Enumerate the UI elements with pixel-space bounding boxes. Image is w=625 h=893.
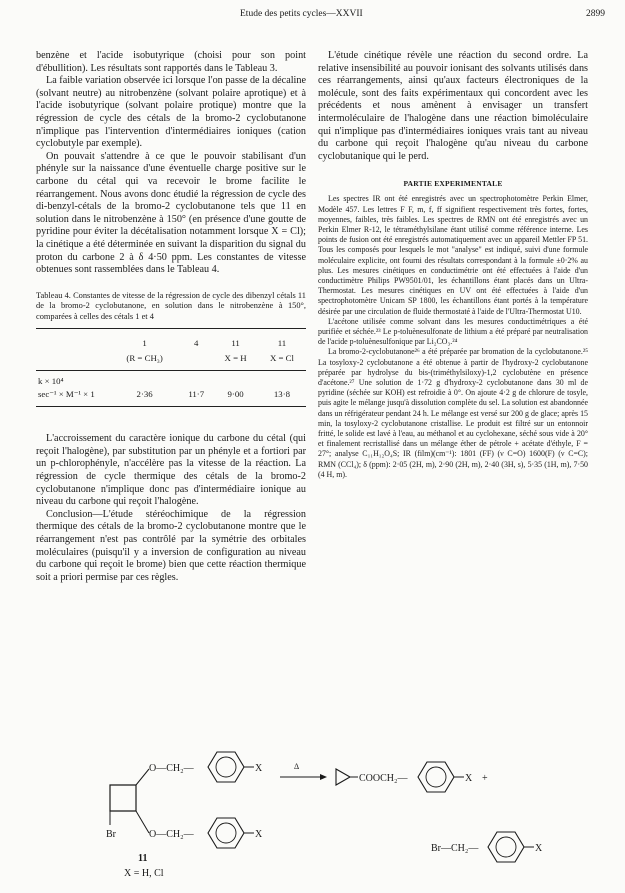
table-header-cell: 11 (213, 328, 258, 350)
benzene-ring (208, 818, 244, 848)
running-title: Etude des petits cycles—XXVII (240, 9, 363, 19)
bromine-label: Br (106, 829, 116, 840)
table-subheader-row (36, 351, 306, 371)
bond-line (136, 811, 149, 833)
table-header-cell: 1 (110, 328, 179, 350)
benzyl-bromide-label: Br—CH₂— (431, 843, 479, 854)
experimental-section (318, 194, 588, 480)
aromatic-circle (496, 837, 516, 857)
page-header (60, 9, 605, 23)
substituent-x-label: X (255, 829, 263, 840)
conclusion-paragraph: Conclusion—L'étude stéréochimique de la régression thermique des cétals de la bromo-2 cyclobutanone montre que le réarrangement n'est pas contrôlé par la symétrie des orbitales moléculaires (puisqu'il y a inversion de configuration au niveau du carbone qui reçoit le brome) bien que cette réaction thermique soit a priori permise par ces règles. (36, 508, 306, 583)
table-header-cell: X = Cl (258, 351, 306, 371)
paragraph: La bromo-2-cyclobutanone²⁶ a été préparée par bromation de la cyclobutanone.²⁵ La tosyloxy-2 cyclobutanone a été obtenue à partir de l'hydroxy-2 cyclobutanone préparée par hydrolyse du bis-(triméthylsiloxy)-1,2 cyclobutène en présence d'acétone.²⁷ Une solution de 1·72 g d'hydroxy-2 cyclobutanone dans 30 ml de pyridine (séchée sur KOH) est refroidie à 0°. On ajoute 4·2 g de chlorure de tosyle, puis agite le mélange jusqu'à dissolution complète du sel. La solution est abandonnée dans un réfrigérateur pendant 24 h. Le mélange est versé sur 200 g de glace; après 15 min, la tosyloxy-2 cyclobutanone cristallise. Le produit est filtré sur un entonnoir fritté, le solide est lavé à l'eau, au méthanol et au cyclohexane, séché sous vide à 20° et finalement recristallisé dans un mélange éther de pétrole + acétate d'éthyle, F = 27°; analyse C₁₁H₁₂O₄S; IR (film)(cm⁻¹): 1801 (FF) (ν C=O) 1600(F) (ν C=C); RMN (CCl₄); δ (ppm): 2·05 (2H, m), 2·90 (2H, m), 2·40 (3H, s), 5·35 (1H, m), 7·50 (4 H, m). (318, 347, 588, 479)
table-row (36, 371, 306, 407)
table-cell: 13·8 (258, 371, 306, 407)
plus-sign: + (482, 773, 488, 784)
compound-substituents: X = H, Cl (124, 868, 164, 879)
paragraph: La faible variation observée ici lorsque l'on passe de la décaline (solvant neutre) au nitrobenzène (solvant polaire aprotique) et à l'acide isobutyrique (solvant polaire protique) montre que la régression de cycle des cétals de la bromo-2 cyclobutanone n'implique pas l'intervention d'intermédiaires ioniques (cation cyclobutyle par exemple). (36, 75, 306, 150)
benzene-ring (488, 832, 524, 862)
table-header-cell: X = H (213, 351, 258, 371)
rate-constants-table (36, 328, 306, 407)
cyclobutane-ring (110, 785, 136, 811)
table-header-cell: (R = CH₃) (110, 351, 179, 371)
heat-symbol: Δ (294, 762, 300, 771)
reaction-scheme (36, 735, 596, 885)
row-label: k × 10⁴ (38, 376, 64, 387)
substituent-x-label: X (535, 843, 543, 854)
och2-top-label: O—CH₂— (149, 763, 194, 774)
aromatic-circle (216, 757, 236, 777)
table-header-row (36, 328, 306, 350)
table-cell: 11·7 (179, 371, 213, 407)
aromatic-circle (216, 823, 236, 843)
och2-bottom-label: O—CH₂— (149, 829, 194, 840)
row-label-units: sec⁻¹ × M⁻¹ × 1 (38, 388, 95, 399)
paragraph: L'acétone utilisée comme solvant dans les mesures conductimétriques a été purifiée et séchée.²³ Le p-toluènesulfonate de lithium a été préparé par neutralisation de l'acide p-toluènesulfonique par Li₂CO₃.²⁴ (318, 316, 588, 347)
ester-label: COOCH₂— (359, 773, 408, 784)
table-header-cell (179, 351, 213, 371)
compound-number: 11 (138, 853, 148, 864)
benzene-ring (418, 762, 454, 792)
paragraph: L'accroissement du caractère ionique du carbone du cétal (qui reçoit l'halogène), par substitution par un phényle et a fortiori par un p-chlorophényle, n'accélère pas la vitesse de la réaction. La régression de cycle thermique des cétals de la bromo-2 cyclobutanone n'implique donc pas d'intermédiaire ionique au niveau du carbone qui reçoit l'halogène. (36, 433, 306, 508)
substituent-x-label: X (465, 773, 473, 784)
substituent-x-label: X (255, 763, 263, 774)
page-number: 2899 (586, 9, 605, 19)
aromatic-circle (426, 767, 446, 787)
table-caption: Tableau 4. Constantes de vitesse de la régression de cycle des dibenzyl cétals 11 de la bromo-2 cyclobutanone, en solution dans le nitrobenzène à 150°, comparées à celles des cétals 1 et 4 (36, 290, 306, 321)
paragraph: Les spectres IR ont été enregistrés avec un spectrophotomètre Perkin Elmer, Modèle 457. Les lettres F F, m, f, ff signifient respectivement très fortes, fortes, moyennes, faibles, très faibles. Les spectres de RMN ont été enregistrés avec un Perkin Elmer R-12, le tétraméthylsilane étant utilisé comme référence interne. Les points de fusion ont été enregistrés automatiquement avec un appareil Mettler FP 51. Tous les composés pour lesquels le mot "analyse" est indiqué, suivi d'une formule moléculaire explicite, ont fourni des résultats correspondant à la formule ±0·2% au plus. Les mesures cinétiques en conductimétrie ont été effectuées à l'aide d'un conductimètre Philips PW9501/01, les échantillons étant placés dans un Ultra-Thermostat. Les mesures cinétiques en UV ont été effectuées à l'aide d'un spectrophotomètre Unicam SP 1800, les échantillons étant portés à la température désirée par une circulation de fluide thermostaté à l'aide de l'Ultra-Thermostat U10. (318, 194, 588, 316)
table-header-cell: 11 (258, 328, 306, 350)
lead-paragraph: L'étude cinétique révèle une réaction du second ordre. La relative insensibilité au pouvoir ionisant des solvants utilisés dans ces réarrangements, ainsi qu'aux facteurs électroniques de la molécule, sont des faits expérimentaux qui concordent avec les précédents et nous amènent à envisager un transfert intermoléculaire de l'halogène dans une réaction bimoléculaire qui n'implique pas d'intermédiaires ioniques vrais tant au niveau du carbone qui reçoit l'halogène qu'au niveau du carbone cyclobutanique qui le perd. (318, 50, 588, 162)
table-cell: 2·36 (110, 371, 179, 407)
cyclopropane-ring (336, 769, 350, 785)
benzene-ring (208, 752, 244, 782)
paragraph: On pouvait s'attendre à ce que le pouvoir stabilisant d'un phényle sur la naissance d'une éventuelle charge positive sur le carbone du cétal qui va recevoir le brome facilite le réarrangement. Nous avons donc étudié la régression de cycle des di-benzyl-cétals de la bromo-2 cyclobutanone tels que 11 en solution dans le nitrobenzène à 150° (en présence d'une goutte de pyridine pour éviter la décétalisation notamment lorsque X = Cl); la cinétique a été déterminée en suivant la disparition du signal du proton du carbone 2 à δ 4·50 ppm. Les constantes de vitesse obtenues sont rassemblées dans le Tableau 4. (36, 150, 306, 276)
right-column (318, 50, 588, 480)
bond-line (136, 769, 149, 785)
table-header-cell: 4 (179, 328, 213, 350)
section-heading: PARTIE EXPERIMENTALE (403, 179, 503, 189)
left-column (36, 50, 306, 584)
arrowhead (320, 774, 327, 780)
paragraph: benzène et l'acide isobutyrique (choisi pour son point d'ébullition). Les résultats sont rapportés dans le Tableau 3. (36, 50, 306, 74)
table-cell: 9·00 (213, 371, 258, 407)
